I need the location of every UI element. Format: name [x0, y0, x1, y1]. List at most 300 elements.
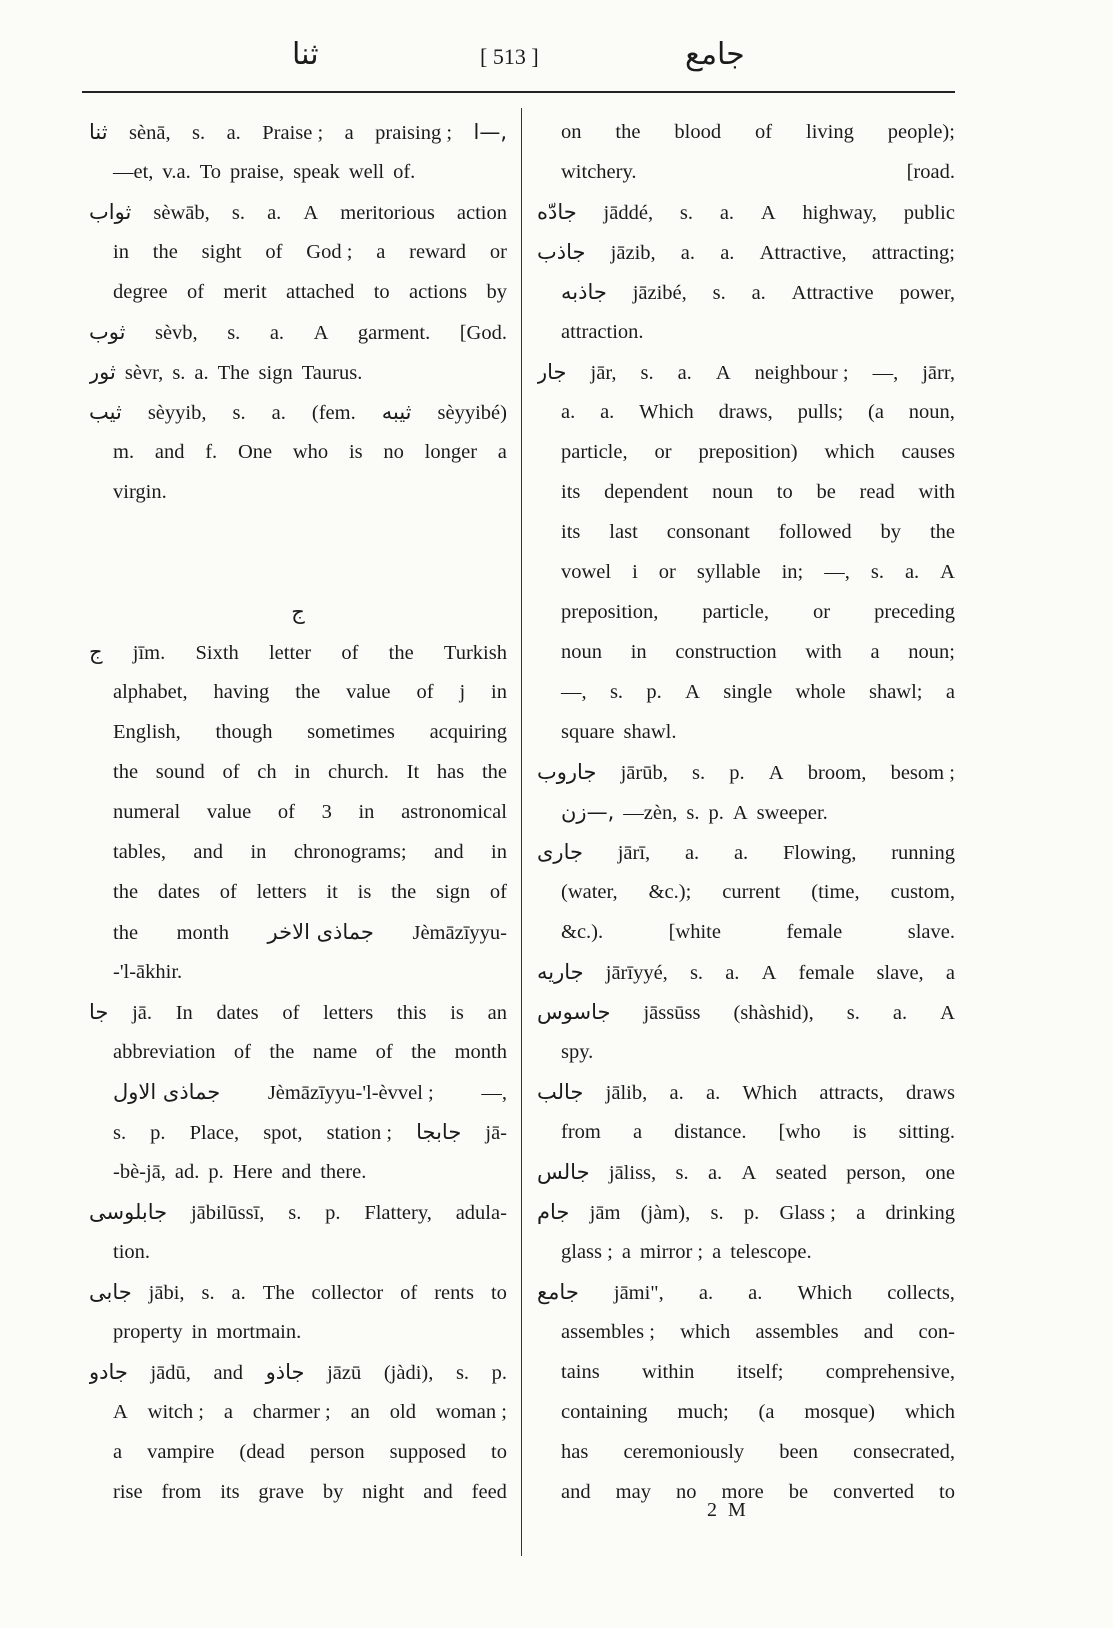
word: vampire	[147, 1441, 215, 1463]
word: (shàshid),	[733, 1002, 814, 1024]
arabic-headword: جار	[537, 360, 567, 384]
word: who	[292, 441, 329, 463]
word: (jàdi),	[383, 1362, 434, 1384]
word: attracting;	[871, 242, 955, 264]
text-line	[537, 432, 955, 472]
text-line	[89, 672, 507, 712]
word: having	[213, 681, 270, 703]
word: distance.	[674, 1121, 747, 1143]
word: sèyyib,	[147, 402, 207, 424]
word: Sixth	[195, 642, 239, 664]
word: mosque)	[804, 1401, 875, 1423]
word: jāzibé,	[632, 282, 687, 304]
word: sometimes	[307, 721, 395, 743]
word: a.	[719, 202, 735, 224]
word: a	[945, 681, 955, 703]
word: preposition)	[698, 441, 798, 463]
text-line	[537, 192, 955, 232]
word: [road.	[906, 161, 955, 183]
word: to	[776, 481, 793, 503]
right-column	[537, 112, 955, 1512]
word: in	[294, 761, 311, 783]
text-line	[537, 312, 955, 352]
word: sèvb,	[154, 322, 198, 344]
word: Jèmāzīyyu-'l-èvvel ;	[267, 1082, 434, 1104]
word: s.	[455, 1362, 470, 1384]
text-line	[89, 1352, 507, 1392]
word: A	[313, 322, 329, 344]
arabic-headword: جالس	[537, 1160, 590, 1184]
word: causes	[901, 441, 955, 463]
word: jāzib,	[610, 242, 656, 264]
word: (a	[758, 1401, 775, 1423]
word: night	[362, 1481, 405, 1503]
word: a.	[600, 401, 615, 423]
word: &c.).	[561, 921, 604, 943]
word: to	[939, 1481, 955, 1503]
word: Place,	[189, 1122, 240, 1144]
text-line	[537, 912, 955, 952]
word: in	[358, 801, 375, 823]
word: a.	[226, 122, 241, 144]
word: female	[786, 921, 843, 943]
word: a.	[892, 1002, 908, 1024]
word: a	[497, 441, 507, 463]
arabic-headword: ثور	[89, 360, 116, 384]
text-line	[537, 152, 955, 192]
word: a	[376, 241, 386, 263]
text-line	[89, 312, 507, 352]
arabic-headword: ج	[291, 600, 305, 624]
word: telescope.	[730, 1241, 812, 1263]
word: sound	[155, 761, 205, 783]
word: Which	[742, 1082, 798, 1104]
word: seated	[775, 1162, 827, 1184]
word: and	[213, 1362, 244, 1384]
arabic-headword: جام	[537, 1200, 570, 1224]
word: to	[491, 1441, 507, 1463]
word: 3	[321, 801, 332, 823]
word: which	[824, 441, 875, 463]
word: of	[416, 681, 434, 703]
word: running	[891, 842, 955, 864]
word: sèwāb,	[153, 202, 210, 224]
word: —,	[561, 681, 587, 703]
word: current	[722, 881, 781, 903]
text-line	[89, 232, 507, 272]
arabic-headword: جامع	[537, 1280, 579, 1304]
word: (jàm),	[640, 1202, 691, 1224]
text-line	[89, 1472, 507, 1512]
word: rents	[434, 1282, 475, 1304]
word: jārūb,	[620, 762, 668, 784]
word: attracts,	[819, 1082, 884, 1104]
word: virgin.	[113, 481, 167, 503]
word: construction	[675, 641, 777, 663]
text-line	[537, 632, 955, 672]
word: besom ;	[890, 762, 955, 784]
word: or	[654, 441, 672, 463]
word: well	[348, 161, 385, 183]
column-divider	[521, 108, 522, 1556]
arabic-headword: ثوب	[89, 320, 126, 344]
word: a	[712, 1241, 722, 1263]
word: A	[761, 962, 777, 984]
word: collects,	[887, 1282, 955, 1304]
text-line	[89, 352, 507, 392]
word: [who	[778, 1121, 821, 1143]
text-line	[89, 912, 507, 952]
word: (dead	[239, 1441, 285, 1463]
word: tables,	[113, 841, 166, 863]
word: dates	[216, 1002, 259, 1024]
word: and	[193, 841, 223, 863]
word: numeral	[113, 801, 181, 823]
word: may	[615, 1481, 651, 1503]
word: sènā,	[129, 122, 171, 144]
word: sign	[435, 881, 471, 903]
word: jāssūss	[643, 1002, 701, 1024]
text-line	[89, 1112, 507, 1152]
word: noun,	[908, 401, 955, 423]
word: of	[489, 881, 507, 903]
word: one	[925, 1162, 955, 1184]
word: Taurus.	[301, 362, 363, 384]
word: A	[940, 561, 955, 583]
text-line	[89, 1072, 507, 1112]
word: and	[154, 441, 185, 463]
word: -bè-jā,	[113, 1161, 166, 1183]
word: jārī,	[617, 842, 651, 864]
word: s.	[231, 202, 245, 224]
word: of	[222, 761, 240, 783]
word: s.	[675, 1162, 689, 1184]
text-line	[537, 792, 955, 832]
word: s.	[712, 282, 726, 304]
text-line	[89, 952, 507, 992]
word: It	[406, 761, 420, 783]
word: in	[191, 1321, 208, 1343]
text-line	[537, 552, 955, 592]
word: person,	[846, 1162, 906, 1184]
word: the	[388, 642, 414, 664]
word: a.	[733, 842, 749, 864]
arabic-headword: جابجا	[416, 1120, 462, 1144]
text-line	[89, 592, 507, 632]
word: tion.	[113, 1241, 151, 1263]
text-line	[89, 752, 507, 792]
word: much;	[677, 1401, 729, 1423]
word: p.	[150, 1122, 166, 1144]
word: vowel	[561, 561, 612, 583]
arabic-headword: جابلوسى	[89, 1200, 168, 1224]
word: a	[870, 641, 880, 663]
text-line	[89, 1312, 507, 1352]
word: the	[411, 1041, 437, 1063]
word: its	[561, 481, 581, 503]
word: Jèmāzīyyu-	[412, 922, 507, 944]
word: particle,	[702, 601, 769, 623]
word: A	[685, 681, 700, 703]
word: jā.	[132, 1002, 153, 1024]
word: [white	[668, 921, 721, 943]
text-line	[537, 1232, 955, 1272]
word: month	[454, 1041, 507, 1063]
left-column	[89, 112, 507, 1512]
word: by	[322, 1481, 344, 1503]
text-line	[89, 392, 507, 432]
word: astronomical	[401, 801, 507, 823]
word: by	[880, 521, 902, 543]
word: a.	[698, 1282, 714, 1304]
word: value	[206, 801, 252, 823]
signature-mark: 2 M	[707, 1499, 749, 1521]
word: is	[357, 881, 372, 903]
arabic-headword: ا—,	[473, 120, 507, 144]
word: actions	[409, 281, 468, 303]
arabic-headword: ثواب	[89, 200, 132, 224]
word: s.	[640, 362, 654, 384]
text-line	[89, 712, 507, 752]
word: a	[113, 1441, 123, 1463]
running-head-right: جامع	[685, 37, 745, 72]
word: s.	[710, 1202, 724, 1224]
word: action	[456, 202, 507, 224]
text-line	[89, 272, 507, 312]
word: [God.	[459, 322, 507, 344]
word: jīm.	[132, 642, 166, 664]
text-line	[89, 552, 507, 592]
word: One	[237, 441, 273, 463]
word: followed	[778, 521, 852, 543]
word: a.	[231, 1282, 246, 1304]
word: garment.	[357, 322, 431, 344]
text-line	[89, 512, 507, 552]
word: charmer ;	[252, 1401, 331, 1423]
word: slave,	[876, 962, 924, 984]
word: church.	[328, 761, 389, 783]
word: draws,	[718, 401, 773, 423]
word: jām	[589, 1202, 621, 1224]
word: jādū,	[150, 1362, 191, 1384]
word: letter	[268, 642, 312, 664]
word: consecrated,	[853, 1441, 955, 1463]
word: jābi,	[148, 1282, 185, 1304]
word: of	[375, 1041, 393, 1063]
word: or	[813, 601, 831, 623]
word: v.a.	[162, 161, 191, 183]
word: the	[391, 881, 417, 903]
word: Flattery,	[364, 1202, 432, 1224]
word: supposed	[389, 1441, 466, 1463]
word: be	[788, 1481, 809, 1503]
word: sèyyibé)	[437, 402, 507, 424]
word: a.	[677, 362, 692, 384]
word: square	[561, 721, 615, 743]
word: single	[723, 681, 773, 703]
word: letters	[323, 1002, 374, 1024]
word: a.	[194, 362, 209, 384]
arabic-headword: جارى	[537, 840, 583, 864]
word: its	[561, 521, 581, 543]
text-line	[537, 1352, 955, 1392]
word: (time,	[811, 881, 860, 903]
word: a.	[725, 962, 740, 984]
word: jārīyyé,	[605, 962, 668, 984]
word: glass ;	[561, 1241, 613, 1263]
word: s.	[201, 1282, 215, 1304]
word: A	[303, 202, 319, 224]
arabic-headword: جاذو	[265, 1360, 305, 1384]
word: a	[632, 1121, 643, 1143]
word: In	[175, 1002, 193, 1024]
word: s.	[846, 1002, 860, 1024]
word: a.	[751, 282, 766, 304]
text-line	[89, 632, 507, 672]
word: s.	[870, 561, 884, 583]
word: of	[219, 881, 237, 903]
word: witchery.	[561, 161, 637, 183]
word: tains	[561, 1361, 600, 1383]
word: jābilūssī,	[190, 1202, 265, 1224]
word: an	[350, 1401, 370, 1423]
word: s.	[609, 681, 624, 703]
text-line	[89, 1232, 507, 1272]
text-line	[89, 872, 507, 912]
word: —,	[824, 561, 850, 583]
word: converted	[833, 1481, 914, 1503]
word: has	[436, 761, 465, 783]
word: power,	[899, 282, 955, 304]
text-line	[537, 992, 955, 1032]
word: (water,	[561, 881, 618, 903]
word: a.	[706, 1082, 721, 1104]
word: name	[312, 1041, 358, 1063]
word: drinking	[885, 1202, 955, 1224]
word: meritorious	[340, 202, 435, 224]
word: witch ;	[147, 1401, 205, 1423]
word: s.	[686, 802, 700, 824]
text-line	[537, 272, 955, 312]
word: which	[904, 1401, 955, 1423]
word: preceding	[874, 601, 955, 623]
word: p.	[708, 802, 724, 824]
word: though	[215, 721, 273, 743]
word: in	[113, 241, 129, 263]
word: jā-	[485, 1122, 507, 1144]
word: a	[223, 1401, 233, 1423]
word: assembles ;	[561, 1321, 655, 1343]
word: jālib,	[605, 1082, 648, 1104]
word: the	[113, 761, 139, 783]
word: sign	[258, 362, 293, 384]
word: the	[113, 922, 139, 944]
word: p.	[491, 1362, 507, 1384]
word: f.	[205, 441, 218, 463]
text-line	[89, 152, 507, 192]
word: Praise ;	[262, 122, 324, 144]
text-line	[89, 1272, 507, 1312]
word: Here	[232, 1161, 273, 1183]
word: a	[945, 962, 955, 984]
word: —,	[872, 362, 899, 384]
word: an	[487, 1002, 507, 1024]
word: within	[642, 1361, 695, 1383]
word: it	[326, 881, 338, 903]
text-line	[89, 1192, 507, 1232]
text-line	[537, 1192, 955, 1232]
word: A	[760, 202, 776, 224]
word: be	[816, 481, 836, 503]
word: of	[282, 1002, 300, 1024]
word: and	[434, 841, 464, 863]
word: noun;	[908, 641, 955, 663]
word: j	[459, 681, 466, 703]
text-line	[537, 672, 955, 712]
word: from	[561, 1121, 601, 1143]
word: —,	[481, 1082, 507, 1104]
word: acquiring	[429, 721, 507, 743]
word: in	[491, 841, 507, 863]
word: s.	[679, 202, 693, 224]
text-line	[537, 752, 955, 792]
arabic-headword: جاذبه	[561, 280, 607, 304]
word: collector	[311, 1282, 384, 1304]
word: spy.	[561, 1041, 594, 1063]
word: grave	[258, 1481, 304, 1503]
word: s.	[113, 1122, 127, 1144]
text-line	[537, 1072, 955, 1112]
word: God ;	[306, 241, 353, 263]
word: highway,	[802, 202, 877, 224]
word: neighbour ;	[754, 362, 849, 384]
word: or	[658, 561, 676, 583]
word: rise	[113, 1481, 143, 1503]
word: the	[929, 521, 955, 543]
word: read	[859, 481, 895, 503]
word: p.	[743, 1202, 760, 1224]
word: no	[383, 441, 404, 463]
word: jārr,	[922, 362, 955, 384]
arabic-headword: ثيبه	[381, 400, 412, 424]
word: attraction.	[561, 321, 644, 343]
word: of	[755, 121, 773, 143]
word: a.	[669, 1082, 684, 1104]
text-line	[537, 872, 955, 912]
arabic-headword: ثيب	[89, 400, 122, 424]
word: (fem.	[311, 402, 356, 424]
word: a	[344, 122, 354, 144]
word: s.	[288, 1202, 302, 1224]
word: in	[250, 841, 267, 863]
arabic-headword: جاذب	[537, 240, 586, 264]
word: of	[341, 642, 359, 664]
word: Which	[639, 401, 694, 423]
word: person	[309, 1441, 365, 1463]
word: the	[295, 681, 321, 703]
word: feed	[471, 1481, 507, 1503]
word: -'l-ākhir.	[113, 961, 183, 983]
text-line	[537, 1272, 955, 1312]
word: jāliss,	[608, 1162, 657, 1184]
word: a	[856, 1202, 866, 1224]
arabic-headword: جاريه	[537, 960, 584, 984]
word: and	[863, 1321, 894, 1343]
word: people);	[887, 121, 955, 143]
word: a.	[269, 322, 285, 344]
word: a.	[684, 842, 700, 864]
word: p.	[208, 1161, 224, 1183]
